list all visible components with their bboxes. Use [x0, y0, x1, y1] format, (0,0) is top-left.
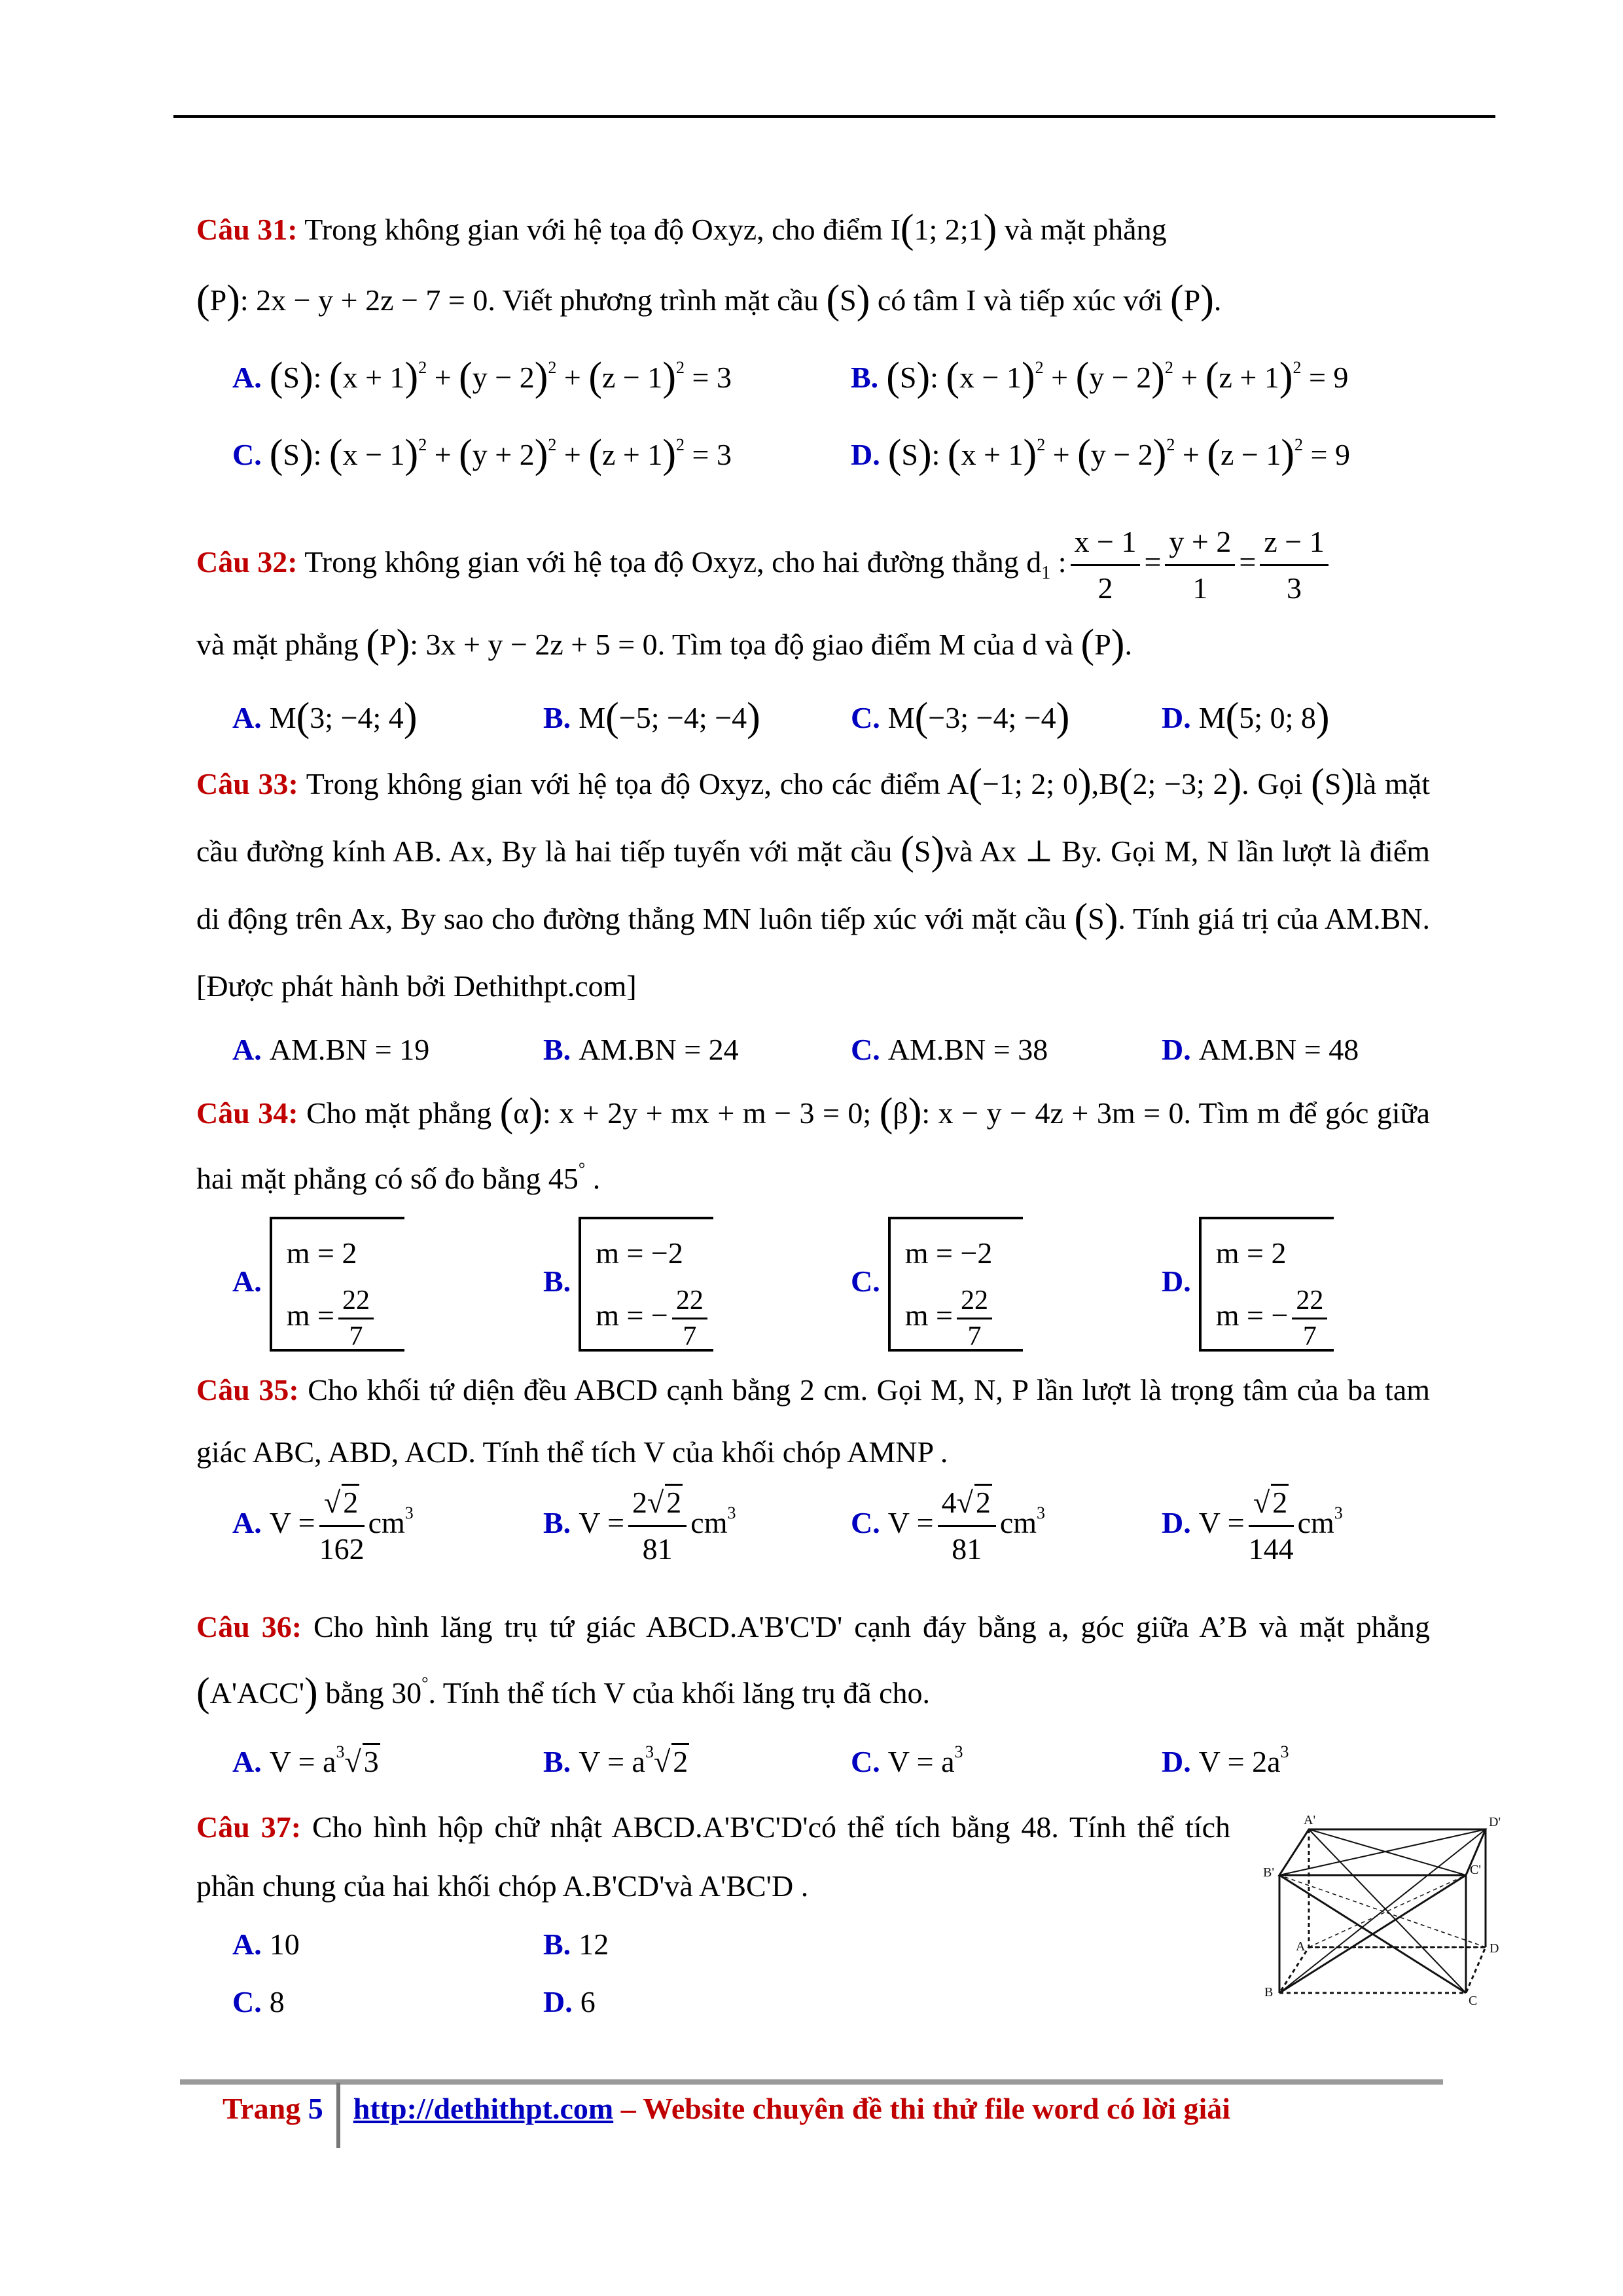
header-rule	[173, 115, 1495, 118]
option-a[interactable]: A. m = 2 m = $\frac{22}{7}$	[232, 1217, 404, 1352]
page-number: Trang 5	[223, 2083, 340, 2148]
system-bracket: m = 2 m = − $\frac{22}{7}$	[1199, 1217, 1334, 1352]
question-31: Câu 31: Trong không gian với hệ tọa độ Oxyz, cho điểm I(1; 2;1) và mặt phẳng (P): 2x − y + 2z − 7 = 0. Viết phương trình mặt cầu (S) có tâm I và tiếp xúc với (P). A. (S): $(x + 1)^2 + (y - 2)^2 + (z - 1)^2 = 3$ B. (S): $(x - 1)^2 + (y - 2)^2 + (z + 1)^2 = 9$ C. (S): $(x - 1)^2 + (y + 2)^2 + (z + 1)^2 = 3$ D. (S): $(x + 1)^2 + (y - 2)^2 + (z - 1)^2 = 9$	[196, 196, 1430, 513]
option-a[interactable]: A. $V = a^3√3$	[232, 1742, 379, 1778]
vertex-label: C'	[1470, 1863, 1481, 1877]
question-label: Câu 35:	[196, 1373, 299, 1407]
fraction: $\frac{y + 2}{1}$	[1165, 522, 1235, 608]
option-d[interactable]: D. (S): $(x + 1)^2 + (y - 2)^2 + (z - 1)^2 = 9$	[851, 432, 1350, 476]
option-c[interactable]: C. 8	[232, 1985, 285, 2018]
question-37: Câu 37: Cho hình hộp chữ nhật ABCD.A'B'C'D'có thể tích bằng 48. Tính thể tích phần chung của hai khối chóp A.B'CD'và A'BC'D . A. 10 B. 12 C. 8 D. 6	[196, 1798, 1430, 2031]
vertex-label: B'	[1263, 1865, 1274, 1880]
options-35	[196, 1483, 1430, 1594]
question-label: Câu 32:	[196, 545, 298, 579]
option-b[interactable]: B. M(−5; −4; −4)	[543, 695, 760, 740]
option-b[interactable]: B. AM.BN = 24	[543, 1033, 739, 1066]
option-d[interactable]: D. m = 2 m = − $\frac{22}{7}$	[1162, 1217, 1334, 1352]
option-b[interactable]: B. m = −2 m = − $\frac{22}{7}$	[543, 1217, 713, 1352]
option-a[interactable]: A. V = $\frac{√2}{162}$ $cm^3$	[232, 1483, 414, 1569]
options-37	[196, 1916, 1430, 1973]
option-c[interactable]: C. m = −2 m = $\frac{22}{7}$	[851, 1217, 1023, 1352]
vertex-label: C	[1469, 1994, 1478, 2008]
system-bracket: m = −2 m = $\frac{22}{7}$	[888, 1217, 1023, 1352]
question-label: Câu 31:	[196, 213, 298, 246]
options-31	[196, 344, 1430, 422]
option-a[interactable]: A. (S): $(x + 1)^2 + (y - 2)^2 + (z - 1)^2 = 3$	[232, 355, 732, 399]
fraction: $\frac{z - 1}{3}$	[1260, 522, 1328, 608]
vertex-label: D	[1489, 1941, 1499, 1956]
question-label: Câu 34:	[196, 1096, 298, 1130]
option-c[interactable]: C. V = $\frac{4√2}{81}$ $cm^3$	[851, 1483, 1045, 1569]
option-b[interactable]: B. (S): $(x - 1)^2 + (y - 2)^2 + (z + 1)^2 = 9$	[851, 355, 1349, 399]
question-list	[196, 196, 1430, 2031]
question-36: Câu 36: Cho hình lăng trụ tứ giác ABCD.A'B'C'D' cạnh đáy bằng a, góc giữa A’B và mặt phẳng (A'ACC') bằng 30°. Tính thể tích V của khối lăng trụ đã cho. A. $V = a^3√3$ B. $V = a^3√2$ C. $V = a^3$ D. $V = 2a^3$	[196, 1594, 1430, 1798]
vertex-label: A'	[1304, 1813, 1316, 1827]
options-31b	[196, 422, 1430, 513]
option-c[interactable]: C. AM.BN = 38	[851, 1033, 1048, 1066]
vertex-label: B	[1264, 1985, 1274, 2000]
option-d[interactable]: D. AM.BN = 48	[1162, 1033, 1359, 1066]
question-label: Câu 36:	[196, 1610, 302, 1643]
box-figure	[1250, 1797, 1512, 2026]
system-bracket: m = −2 m = − $\frac{22}{7}$	[579, 1217, 713, 1352]
option-a[interactable]: A. AM.BN = 19	[232, 1033, 430, 1066]
options-33	[196, 1020, 1430, 1080]
option-a[interactable]: A. 10	[232, 1928, 300, 1961]
option-b[interactable]: B. 12	[543, 1928, 609, 1961]
option-b[interactable]: B. $V = a^3√2$	[543, 1742, 688, 1778]
options-37b	[196, 1973, 1430, 2031]
system-bracket: m = 2 m = $\frac{22}{7}$	[270, 1217, 404, 1352]
option-a[interactable]: A. M(3; −4; 4)	[232, 695, 418, 740]
option-c[interactable]: C. $V = a^3$	[851, 1742, 963, 1778]
question-35: Câu 35: Cho khối tứ diện đều ABCD cạnh bằng 2 cm. Gọi M, N, P lần lượt là trọng tâm của ba tam giác ABC, ABD, ACD. Tính thể tích V của khối chóp AMNP . A. V = $\frac{√2}{162}$ $cm^3$ B. V = $\frac{2√2}{81}$ $cm^3$ C. V = $\frac{4√2}{81}$ $cm^3$ D. V = $\frac{√2}{144}$ $cm^3$	[196, 1359, 1430, 1594]
footer	[223, 2083, 1230, 2147]
options-34	[196, 1211, 1430, 1359]
option-d[interactable]: D. M(5; 0; 8)	[1162, 695, 1330, 740]
option-b[interactable]: B. V = $\frac{2√2}{81}$ $cm^3$	[543, 1483, 736, 1569]
question-label: Câu 33:	[196, 767, 298, 800]
question-32: Câu 32: Trong không gian với hệ tọa độ Oxyz, cho hai đường thẳng $d_1$ : $\frac{x - 1}{2}$ = $\frac{y + 2}{1}$ = $\frac{z - 1}{3}$ và mặt phẳng (P): 3x + y − 2z + 5 = 0. Tìm tọa độ giao điểm M của d và (P). A. M(3; −4; 4) B. M(−5; −4; −4) C. M(−3; −4; −4) D. M(5; 0; 8)	[196, 513, 1430, 750]
option-c[interactable]: C. M(−3; −4; −4)	[851, 695, 1070, 740]
vertex-label: A	[1296, 1939, 1306, 1954]
question-label: Câu 37:	[196, 1810, 302, 1844]
vertex-label: D'	[1489, 1815, 1501, 1829]
options-32	[196, 685, 1430, 750]
footer-description: – Website chuyên đề thi thử file word có lời giải	[613, 2092, 1231, 2125]
options-36	[196, 1726, 1430, 1798]
question-34: Câu 34: Cho mặt phẳng (α): x + 2y + mx + m − 3 = 0; (β): x − y − 4z + 3m = 0. Tìm m để góc giữa hai mặt phẳng có số đo bằng 45° . A. m = 2 m = $\frac{22}{7}$ B. m = −2 m = − $\frac{22}{7}$ C. m = −2 m = $\frac{22}{7}$ D. m = 2 m = − $\frac{22}{7}$	[196, 1080, 1430, 1359]
option-d[interactable]: D. V = $\frac{√2}{144}$ $cm^3$	[1162, 1483, 1343, 1569]
fraction: $\frac{x - 1}{2}$	[1071, 522, 1141, 608]
option-d[interactable]: D. $V = 2a^3$	[1162, 1742, 1289, 1778]
option-d[interactable]: D. 6	[543, 1985, 596, 2018]
question-33: Câu 33: Trong không gian với hệ tọa độ Oxyz, cho các điểm A(−1; 2; 0),B(2; −3; 2). Gọi (S)là mặt cầu đường kính AB. Ax, By là hai tiếp tuyến với mặt cầu (S)và Ax ⊥ By. Gọi M, N lần lượt là điểm di động trên Ax, By sao cho đường thẳng MN luôn tiếp xúc với mặt cầu (S). Tính giá trị của AM.BN. [Được phát hành bởi Dethithpt.com] A. AM.BN = 19 B. AM.BN = 24 C. AM.BN = 38 D. AM.BN = 48	[196, 750, 1430, 1080]
website-link[interactable]: http://dethithpt.com	[353, 2092, 614, 2125]
option-c[interactable]: C. (S): $(x - 1)^2 + (y + 2)^2 + (z + 1)^2 = 3$	[232, 432, 732, 476]
